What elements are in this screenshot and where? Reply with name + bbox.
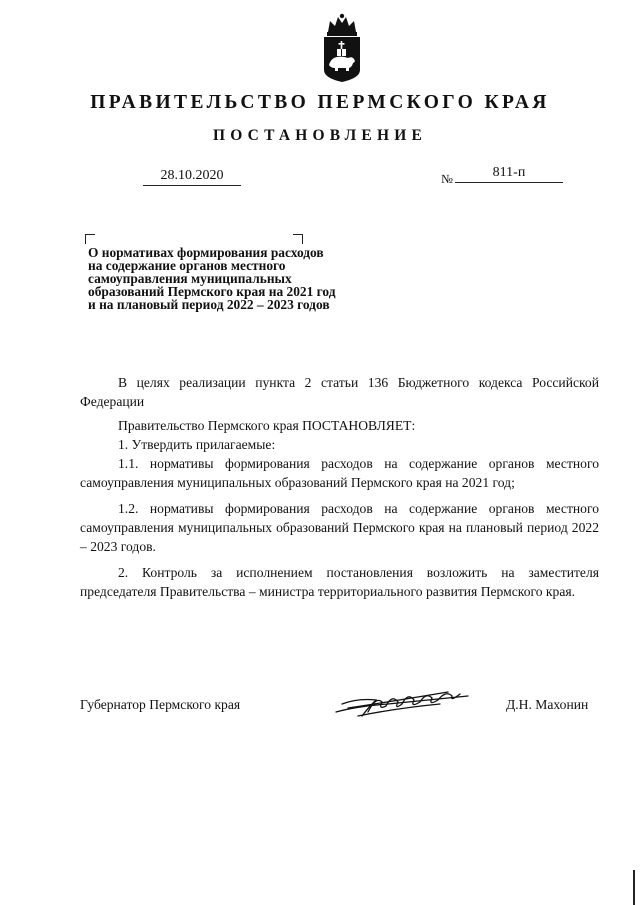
subject-line: и на плановый период 2022 – 2023 годов bbox=[88, 297, 330, 312]
bracket-corner-right bbox=[293, 234, 303, 244]
number-sign: № bbox=[441, 172, 453, 186]
subject-line: образований Пермского края на 2021 год bbox=[88, 284, 336, 299]
paragraph-item-1-1: 1.1. нормативы формирования расходов на содержание органов местного самоуправления муниципальных образований Пермского края на 2021 год; bbox=[80, 456, 599, 490]
signatory-name: Д.Н. Махонин bbox=[506, 697, 589, 712]
coat-of-arms-icon bbox=[319, 12, 365, 84]
signatory-position: Губернатор Пермского края bbox=[80, 697, 241, 712]
document-subject bbox=[88, 246, 388, 311]
government-title: ПРАВИТЕЛЬСТВО ПЕРМСКОГО КРАЯ bbox=[90, 92, 550, 113]
handwritten-signature bbox=[328, 682, 478, 722]
paragraph-item-1: 1. Утвердить прилагаемые: bbox=[118, 437, 276, 452]
paragraph-item-1-2: 1.2. нормативы формирования расходов на содержание органов местного самоуправления муниципальных образований Пермского края на плановый период 2022 – 2023 годов. bbox=[80, 501, 599, 554]
paragraph-item-2: 2. Контроль за исполнением постановления возложить на заместителя председателя Правительства – министра территориального развития Пермского края. bbox=[80, 565, 599, 599]
document-type: ПОСТАНОВЛЕНИЕ bbox=[212, 127, 428, 144]
subject-line: на содержание органов местного bbox=[88, 258, 286, 273]
bracket-corner-left bbox=[85, 234, 95, 244]
paragraph-preamble: В целях реализации пункта 2 статьи 136 Бюджетного кодекса Российской Федерации bbox=[80, 375, 599, 409]
scan-edge-mark bbox=[630, 870, 638, 905]
paragraph-resolves: Правительство Пермского края ПОСТАНОВЛЯЕТ: bbox=[118, 418, 416, 433]
subject-line: самоуправления муниципальных bbox=[88, 271, 292, 286]
document-body bbox=[80, 373, 599, 601]
document-number: 811-п bbox=[455, 165, 563, 183]
document-date: 28.10.2020 bbox=[143, 168, 241, 186]
subject-line: О нормативах формирования расходов bbox=[88, 245, 324, 260]
